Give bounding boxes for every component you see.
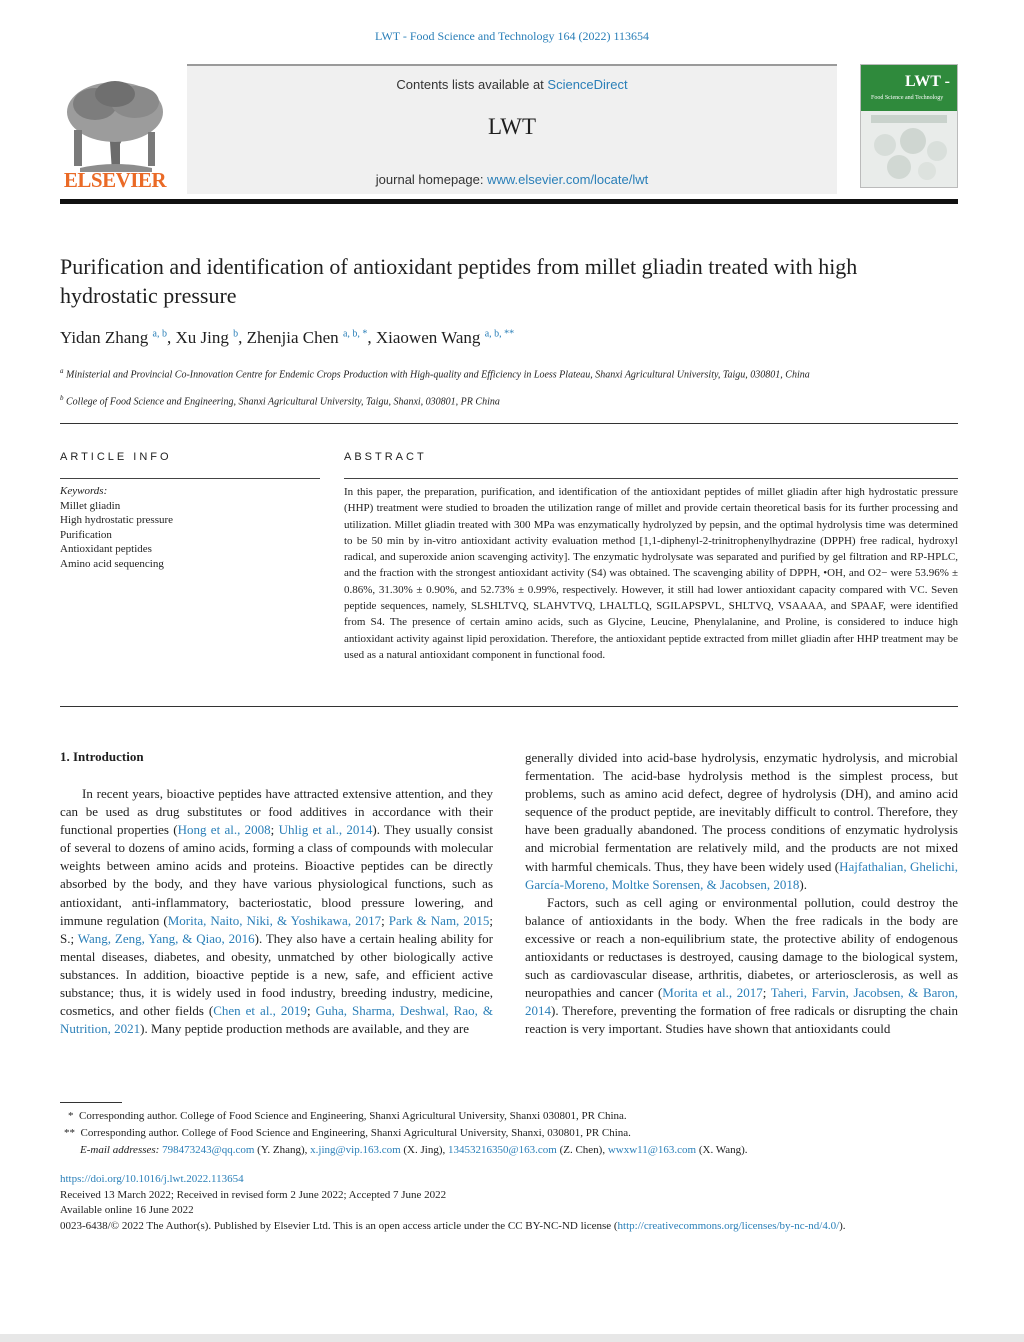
- affiliation-a: $^a$ Ministerial and Provincial Co-Innovation Centre for Endemic Crops Production with High-quality and Efficiency in Loess Plateau, Shanxi Agricultural University, Taigu, 030801, China: [60, 367, 810, 381]
- abstract-end-rule: [60, 706, 958, 707]
- masthead-rule: [60, 199, 958, 204]
- affiliation-b-text: College of Food Science and Engineering, Shanxi Agricultural University, Taigu, Shanxi, 030801, PR China: [66, 396, 500, 408]
- masthead: [60, 64, 958, 204]
- email-owner: (Z. Chen),: [556, 1144, 608, 1156]
- footnote-corresponding-2: [60, 1125, 958, 1142]
- available-online-date: Available online 16 June 2022: [60, 1204, 194, 1216]
- paragraph: [60, 785, 493, 1038]
- body-column-right: [525, 749, 958, 1039]
- email-link[interactable]: x.jing@vip.163.com: [310, 1144, 401, 1156]
- journal-reference[interactable]: LWT - Food Science and Technology 164 (2022) 113654: [375, 29, 649, 43]
- body-text: ). Many peptide production methods are available, and they are: [140, 1021, 470, 1037]
- email-link[interactable]: 798473243@qq.com: [162, 1144, 255, 1156]
- article-info-rule: [60, 478, 320, 479]
- author-affiliation-marker[interactable]: a, b, **: [484, 328, 515, 340]
- journal-banner: [187, 64, 837, 194]
- page-bottom-edge: [0, 1334, 1024, 1342]
- citation-link[interactable]: Hajfathalian, Ghelichi, García-Moreno, Moltke Sorensen, & Jacobsen, 2018: [525, 858, 958, 892]
- footnote-rule: [60, 1102, 122, 1103]
- contents-line: [187, 77, 837, 92]
- license-statement: [60, 1219, 958, 1235]
- footnote-emails: [60, 1142, 958, 1159]
- email-link[interactable]: wwxw11@163.com: [607, 1144, 697, 1156]
- author-affiliation-marker[interactable]: a, b, *: [342, 328, 368, 340]
- citation-link[interactable]: Wang, Zeng, Yang, & Qiao, 2016: [77, 930, 255, 946]
- affiliation-b: $^b$ College of Food Science and Engineering, Shanxi Agricultural University, Taigu, Shanxi, 030801, PR China: [60, 394, 500, 408]
- journal-homepage-link[interactable]: www.elsevier.com/locate/lwt: [487, 172, 649, 187]
- cover-image: [861, 111, 957, 187]
- author-name[interactable]: Xiaowen Wang: [375, 328, 481, 347]
- sciencedirect-link[interactable]: ScienceDirect: [547, 77, 628, 92]
- doi-link[interactable]: https://doi.org/10.1016/j.lwt.2022.113654: [60, 1173, 244, 1185]
- article-info-heading: ARTICLE INFO: [60, 451, 172, 463]
- citation-link[interactable]: Guha, Sharma, Deshwal, Rao, & Nutrition, 2021: [60, 1003, 493, 1037]
- affiliation-rule: [60, 423, 958, 424]
- publisher-name: ELSEVIER: [63, 168, 167, 192]
- homepage-line: [187, 172, 837, 187]
- author-list: Yidan Zhang $^{a, b}$, Xu Jing $^b$, Zhenjia Chen $^{a, b, *}$, Xiaowen Wang $^{a, b, **}$: [60, 328, 515, 347]
- citation-link[interactable]: Park & Nam, 2015: [388, 912, 490, 928]
- affiliation-a-text: Ministerial and Provincial Co-Innovation Centre for Endemic Crops Production with High-quality and Efficiency in Loess Plateau, Shanxi Agricultural University, Taigu, 030801, China: [66, 369, 810, 381]
- abstract-rule: [344, 478, 958, 479]
- body-column-left: [60, 785, 493, 1038]
- front-matter: [60, 1172, 958, 1234]
- body-text: ;: [762, 985, 771, 1001]
- keyword: Antioxidant peptides: [60, 543, 152, 556]
- body-text: ; S.;: [60, 912, 493, 946]
- author-name[interactable]: Zhenjia Chen: [246, 328, 339, 347]
- email-owner: (X. Jing),: [400, 1144, 448, 1156]
- keyword: Purification: [60, 528, 112, 541]
- keywords-block: [60, 484, 320, 572]
- citation-link[interactable]: Chen et al., 2019: [213, 1003, 307, 1019]
- footnote-mark: *: [68, 1110, 74, 1122]
- article-title: Purification and identification of antioxidant peptides from millet gliadin treated with high hydrostatic pressure: [60, 254, 858, 308]
- email-owner: (Y. Zhang),: [254, 1144, 311, 1156]
- email-label: E-mail addresses:: [80, 1144, 160, 1156]
- received-dates: Received 13 March 2022; Received in revised form 2 June 2022; Accepted 7 June 2022: [60, 1188, 447, 1201]
- body-text: ). They also have a certain healing ability for mental diseases, diabetes, and obesity, unmatched by other biologically active substances. In addition, bioactive peptide is a new, safe, and efficient active substance; thus, it is widely used in food industry, breeding industry, medicine, cosmetics, and other fields (: [60, 930, 494, 1019]
- abstract-text: In this paper, the preparation, purification, and identification of the antioxidant peptides of millet gliadin after high hydrostatic pressure (HHP) treatment were studied to broaden the utilization range of millet and provide certain theoretical basis for its further processing and utilization. Millet gliadin treated with 300 MPa was enzymatically hydrolyzed by pepsin, and the optimal hydrolysis time was determined to be 50 min by in-vitro antioxidant activity evaluation method [1,1-diphenyl-2-trinitrophenylhydrazine (DPPH) free radical, hydroxyl radical, and superoxide anion scavenging activity]. The enzymatic hydrolysate was separated and purified by gel filtration and RP-HPLC, and the fraction with the strongest antioxidant activity (S4) was obtained. The scavenging ability of DPPH, •OH, and O2− were 53.96% ± 0.86%, 31.30% ± 0.90%, and 52.73% ± 0.99%, respectively. However, it still had lower antioxidant capacity compared with VC. Seven peptide sequences, namely, SLSHLTVQ, SLAHVTVQ, LHALTLQ, SGILAPSPVL, SHLTVQ, VSAAAA, and SPAAF, were identified from S4. The presence of certain amino acids, such as Glycine, Leucine, Phenylalanine, and Proline, is considered to induce high antioxidant activity against lipid peroxidation. Therefore, the antioxidant peptide extracted from millet gliadin after HHP treatment may be used as a natural antioxidant component in functional food.: [344, 486, 958, 661]
- paragraph: [525, 894, 958, 1039]
- license-link[interactable]: http://creativecommons.org/licenses/by-nc-nd/4.0/: [617, 1219, 840, 1232]
- footnote-text: Corresponding author. College of Food Science and Engineering, Shanxi Agricultural University, Shanxi, 030801, PR China.: [80, 1127, 631, 1139]
- footnotes: [60, 1108, 958, 1159]
- body-text: ;: [306, 1003, 316, 1019]
- footnote-text: Corresponding author. College of Food Science and Engineering, Shanxi Agricultural University, Shanxi 030801, PR China.: [79, 1110, 627, 1122]
- license-text: 0023-6438/© 2022 The Author(s). Published by Elsevier Ltd. This is an open access article under the CC BY-NC-ND license (: [60, 1219, 618, 1232]
- homepage-prefix: journal homepage:: [375, 172, 488, 187]
- footnote-mark: **: [64, 1127, 75, 1139]
- body-text: ).: [799, 876, 807, 892]
- body-text: ;: [270, 822, 279, 838]
- paragraph: [525, 749, 958, 894]
- citation-link[interactable]: Hong et al., 2008: [177, 822, 271, 838]
- keyword: Millet gliadin: [60, 499, 121, 512]
- citation-link[interactable]: Uhlig et al., 2014: [278, 822, 373, 838]
- section-heading-introduction: 1. Introduction: [60, 749, 144, 764]
- author-name[interactable]: Yidan Zhang: [60, 328, 149, 347]
- author-affiliation-marker[interactable]: b: [233, 328, 239, 340]
- abstract-heading: ABSTRACT: [344, 451, 427, 463]
- email-link[interactable]: 13453216350@163.com: [448, 1144, 557, 1156]
- cover-subtitle: Food Science and Technology: [871, 95, 944, 101]
- journal-title: LWT: [487, 114, 537, 139]
- footnote-corresponding-1: [60, 1108, 958, 1125]
- author-name[interactable]: Xu Jing: [175, 328, 229, 347]
- email-owner: (X. Wang).: [696, 1144, 748, 1156]
- body-text: Factors, such as cell aging or environmental pollution, could destroy the balance of antioxidants in the body. When the free radicals in the body are excessive or reach a non-equilibrium state, the protective ability of endogenous antioxidants or reductases is destroyed, causing damage to the biological system, such as cardiovascular disease, arthritis, diabetes, or arteriosclerosis, as well as neuropathies and cancer (: [525, 894, 958, 1001]
- author-affiliation-marker[interactable]: a, b: [152, 328, 167, 340]
- citation-link[interactable]: Taheri, Farvin, Jacobsen, & Baron, 2014: [525, 985, 959, 1019]
- body-text: ). They usually consist of several to dozens of amino acids, forming a class of compounds with molecular weights between amino acids and proteins. Bioactive peptides can be directly absorbed by the body, and they have various physiological functions, such as antioxidant, anti-inflammatory, bacteriostatic, blood pressure lowering, and immune regulation (: [60, 822, 493, 928]
- body-text: ;: [381, 912, 389, 928]
- citation-link[interactable]: Morita et al., 2017: [662, 985, 763, 1001]
- cover-title: LWT -: [905, 73, 950, 90]
- keywords-label: Keywords:: [60, 485, 108, 497]
- body-text: ). Therefore, preventing the formation of free radicals or disrupting the chain reaction is very important. Studies have shown that antioxidants could: [525, 1003, 958, 1037]
- keyword: Amino acid sequencing: [60, 557, 164, 570]
- body-text: generally divided into acid-base hydrolysis, enzymatic hydrolysis, and microbial fermentation. The acid-base hydrolysis method is the simplest process, but problems, such as amino acid defect, degree of hydrolysis (DH), and amino acid sequence of the product peptide, are inevitably difficult to control. Therefore, they have been gradually abandoned. The process conditions of enzymatic hydrolysis and microbial fermentation are relatively mild, and the products are not mixed with harmful chemicals. Thus, they have been widely used (: [525, 750, 958, 874]
- keyword: High hydrostatic pressure: [60, 514, 174, 527]
- citation-link[interactable]: Morita, Naito, Niki, & Yoshikawa, 2017: [167, 912, 382, 928]
- journal-cover-thumbnail[interactable]: [860, 64, 958, 188]
- contents-prefix: Contents lists available at: [396, 77, 548, 92]
- license-text: ).: [839, 1219, 846, 1232]
- body-text: In recent years, bioactive peptides have attracted extensive attention, and they can be used as drug substitutes or food additives in accordance with their functional properties (: [60, 786, 493, 838]
